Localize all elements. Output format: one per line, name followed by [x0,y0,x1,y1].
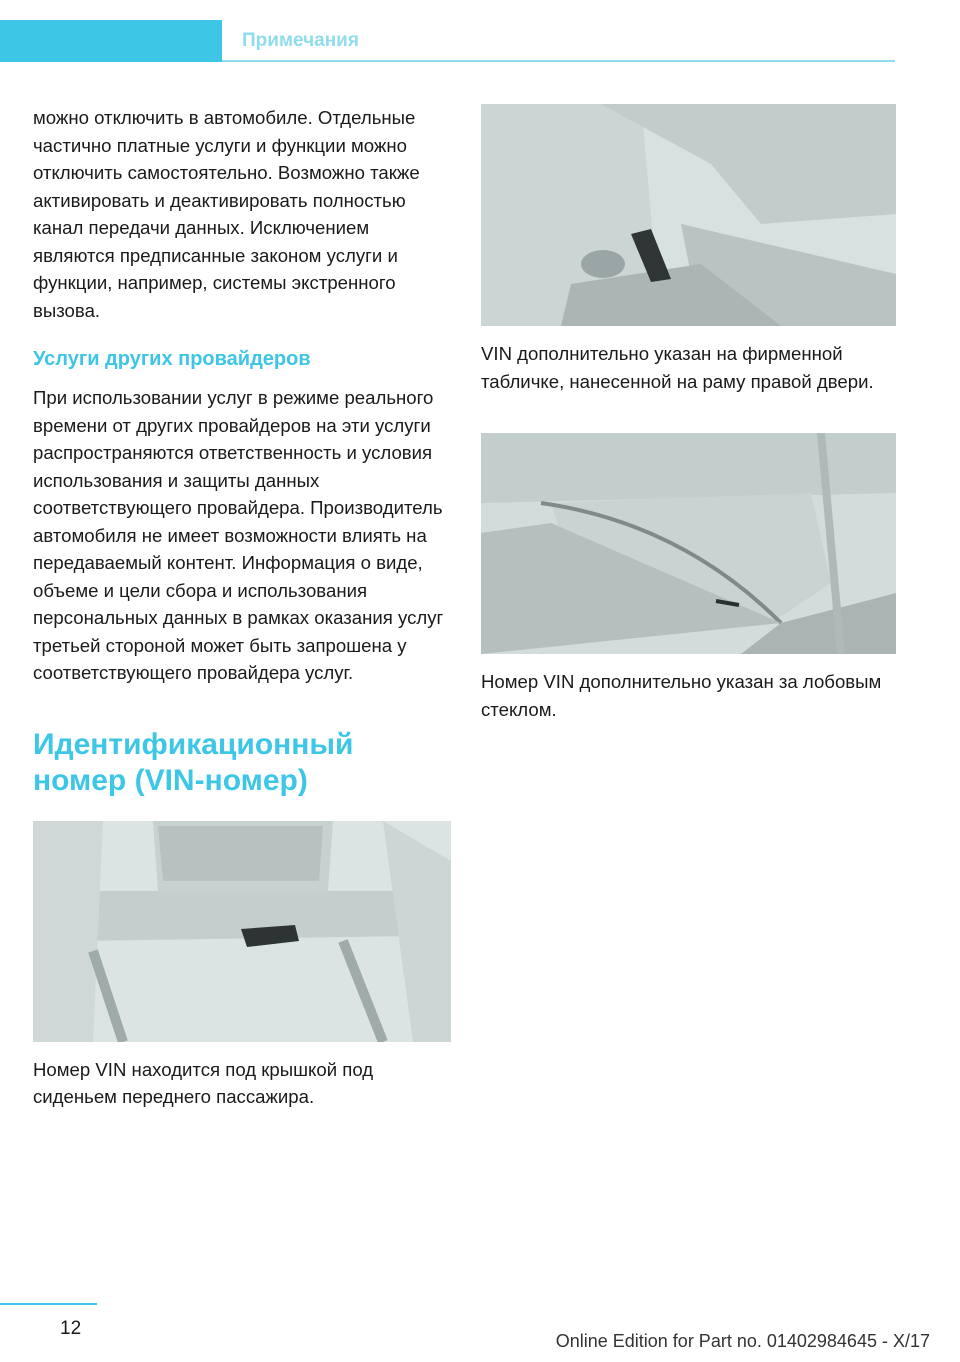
windshield-vin-caption: Номер VIN дополнительно указан за лобовым стеклом. [481,671,882,720]
seat-vin-photo [33,821,451,1042]
left-column [33,104,451,1111]
right-column [481,104,896,723]
providers-paragraph: При использовании услуг в режиме реального времени от других провайдеров на эти услуги распространяются ответственность и условия использования и защиты данных соответствующего провайдера. Производитель автомобиля не имеет возможности влиять на передаваемый контент. Информация о виде, объеме и цели сбора и использования персональных данных в рамках оказания услуг третьей стороной может быть запрошена у соответствующего провайдера услуг. [33,387,444,683]
page-section-title: Примечания [242,30,359,51]
header-accent-bar [0,20,222,62]
page-number: 12 [60,1318,82,1339]
intro-paragraph: можно отключить в автомобиле. Отдельные частично платные услуги и функции можно отключить самостоятельно. Возможно также активировать и деактивировать полностью канал передачи данных. Исключением являются предписанные законом услуги и функции, например, системы экстренного вызова. [33,107,420,321]
windshield-vin-photo [481,433,896,654]
door-frame-vin-caption: VIN дополнительно указан на фирменной табличке, нанесенной на раму правой двери. [481,343,874,392]
edition-note: Online Edition for Part no. 01402984645 - X/17 [555,1331,930,1351]
door-frame-vin-photo [481,104,896,326]
seat-vin-caption: Номер VIN находится под крышкой под сиденьем переднего пассажира. [33,1058,374,1107]
subheading-other-providers: Услуги других провайдеров [33,348,311,370]
vin-heading: Идентификационный номер (VIN-номер) [33,727,354,797]
footer-rule [0,1303,97,1305]
header-rule [222,60,895,62]
